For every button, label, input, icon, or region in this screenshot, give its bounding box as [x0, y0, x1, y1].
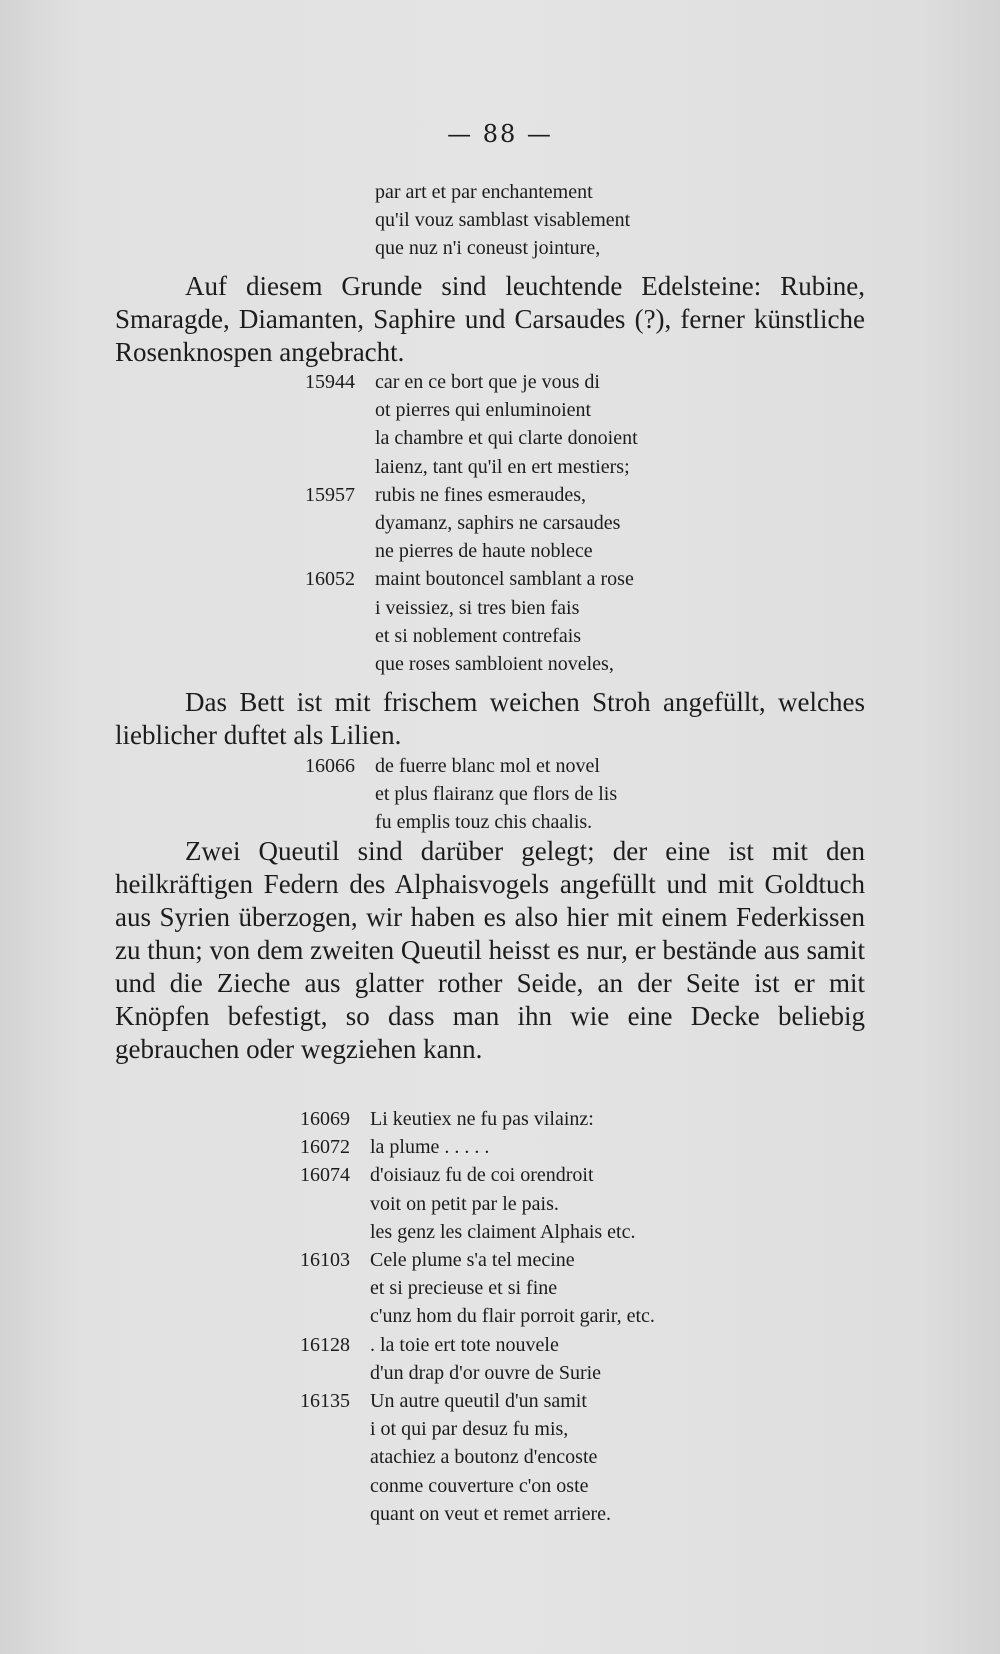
line-number	[300, 1359, 370, 1387]
verse-line	[300, 1387, 655, 1415]
prose-paragraph-1	[115, 270, 865, 369]
prose-paragraph-2	[115, 686, 865, 752]
verse-text: ot pierres qui enluminoient	[375, 399, 592, 422]
verse-text: et plus flairanz que flors de lis	[375, 783, 618, 806]
verse-text: conme couverture c'on oste	[370, 1474, 589, 1497]
verse-line	[305, 780, 617, 808]
line-number	[300, 1274, 370, 1302]
verse-line	[300, 1331, 655, 1359]
verse-text: que nuz n'i coneust jointure,	[375, 237, 601, 260]
line-number	[305, 622, 375, 650]
line-number: 15944	[305, 371, 355, 393]
line-number: 16128	[300, 1333, 350, 1356]
verse-text: la plume . . . . .	[370, 1136, 490, 1159]
line-number	[305, 780, 375, 808]
verse-text: d'un drap d'or ouvre de Surie	[370, 1361, 602, 1384]
verse-text: maint boutoncel samblant a rose	[375, 568, 634, 591]
verse-text: d'oisiauz fu de coi orendroit	[370, 1164, 594, 1187]
line-number	[305, 206, 375, 234]
line-number	[305, 396, 375, 424]
line-number	[305, 808, 375, 836]
verse-block-2	[305, 368, 638, 678]
line-number	[305, 594, 375, 622]
verse-text: dyamanz, saphirs ne carsaudes	[375, 512, 621, 535]
verse-line	[305, 481, 638, 509]
verse-line	[305, 752, 617, 780]
verse-block-1	[305, 178, 630, 263]
verse-text: par art et par enchantement	[375, 181, 593, 203]
verse-line	[300, 1500, 655, 1528]
verse-text: Un autre queutil d'un samit	[370, 1390, 587, 1413]
line-number	[305, 178, 375, 206]
verse-text: . la toie ert tote nouvele	[370, 1333, 559, 1356]
verse-line	[300, 1472, 655, 1500]
verse-text: et si precieuse et si fine	[370, 1277, 558, 1300]
verse-line	[300, 1246, 655, 1274]
line-number	[305, 537, 375, 565]
line-number: 16052	[305, 568, 355, 591]
verse-text: c'unz hom du flair porroit garir, etc.	[370, 1305, 655, 1328]
line-number: 16074	[300, 1164, 350, 1187]
verse-line	[305, 178, 630, 206]
verse-line	[305, 650, 638, 678]
line-number: 15957	[305, 483, 355, 506]
verse-line	[300, 1415, 655, 1443]
line-number	[305, 453, 375, 481]
verse-line	[305, 594, 638, 622]
page-number: — 88 —	[447, 120, 553, 148]
verse-text: Cele plume s'a tel mecine	[370, 1249, 575, 1272]
prose-text: Das Bett ist mit frischem weichen Stroh angefüllt, welches lieblicher duftet als Lilien.	[115, 687, 865, 750]
prose-text: Auf diesem Grunde sind leuchtende Edelsteine: Rubine, Smaragde, Diamanten, Saphire und Carsaudes (?), ferner künstliche Rosenknospen angebracht.	[115, 271, 865, 367]
line-number: 16072	[300, 1136, 350, 1159]
line-number: 16069	[300, 1108, 350, 1130]
verse-text: Li keutiex ne fu pas vilainz:	[370, 1108, 594, 1130]
line-number	[300, 1302, 370, 1330]
prose-text: Zwei Queutil sind darüber gelegt; der eine ist mit den heilkräftigen Federn des Alphaisvogels angefüllt und mit Goldtuch aus Syrien überzogen, wir haben es also hier mit einem Federkissen zu thun; von dem zweiten Queutil heisst es nur, er bestände aus samit und die Zieche aus glatter rother Seide, an der Seite ist er mit Knöpfen befestigt, so dass man ihn wie eine Decke beliebig gebrauchen oder wegziehen kann.	[115, 836, 865, 1064]
line-number: 16135	[300, 1390, 350, 1413]
verse-line	[300, 1133, 655, 1161]
verse-block-4	[300, 1105, 655, 1528]
line-number	[300, 1500, 370, 1528]
verse-line	[300, 1161, 655, 1189]
verse-text: de fuerre blanc mol et novel	[375, 755, 600, 777]
verse-line	[300, 1218, 655, 1246]
verse-text: car en ce bort que je vous di	[375, 371, 600, 393]
verse-line	[305, 622, 638, 650]
line-number	[300, 1218, 370, 1246]
verse-text: et si noblement contrefais	[375, 624, 582, 647]
verse-text: fu emplis touz chis chaalis.	[375, 811, 593, 834]
verse-line	[300, 1302, 655, 1330]
line-number: 16103	[300, 1249, 350, 1272]
verse-text: laienz, tant qu'il en ert mestiers;	[375, 455, 630, 478]
verse-line	[305, 509, 638, 537]
verse-line	[305, 396, 638, 424]
verse-text: i veissiez, si tres bien fais	[375, 596, 580, 619]
verse-text: que roses sambloient noveles,	[375, 653, 614, 676]
line-number: 16066	[305, 755, 355, 777]
verse-line	[305, 368, 638, 396]
verse-line	[300, 1359, 655, 1387]
verse-line	[305, 234, 630, 262]
line-number	[300, 1190, 370, 1218]
verse-text: qu'il vouz samblast visablement	[375, 209, 631, 232]
verse-text: ne pierres de haute noblece	[375, 540, 593, 563]
verse-line	[305, 537, 638, 565]
line-number	[300, 1415, 370, 1443]
line-number	[305, 650, 375, 678]
line-number	[300, 1443, 370, 1471]
verse-line	[305, 424, 638, 452]
verse-text: rubis ne fines esmeraudes,	[375, 483, 587, 506]
verse-line	[305, 565, 638, 593]
verse-line	[305, 206, 630, 234]
verse-line	[305, 808, 617, 836]
verse-text: quant on veut et remet arriere.	[370, 1502, 611, 1525]
verse-line	[300, 1190, 655, 1218]
verse-line	[300, 1274, 655, 1302]
line-number	[300, 1472, 370, 1500]
verse-text: les genz les claiment Alphais etc.	[370, 1220, 636, 1243]
line-number	[305, 509, 375, 537]
verse-text: i ot qui par desuz fu mis,	[370, 1418, 569, 1441]
verse-text: voit on petit par le pais.	[370, 1192, 559, 1215]
verse-line	[300, 1443, 655, 1471]
prose-paragraph-3	[115, 835, 865, 1066]
verse-line	[305, 453, 638, 481]
verse-text: la chambre et qui clarte donoient	[375, 427, 638, 450]
line-number	[305, 424, 375, 452]
verse-text: atachiez a boutonz d'encoste	[370, 1446, 598, 1469]
line-number	[305, 234, 375, 262]
verse-line	[300, 1105, 655, 1133]
verse-block-3	[305, 752, 617, 837]
